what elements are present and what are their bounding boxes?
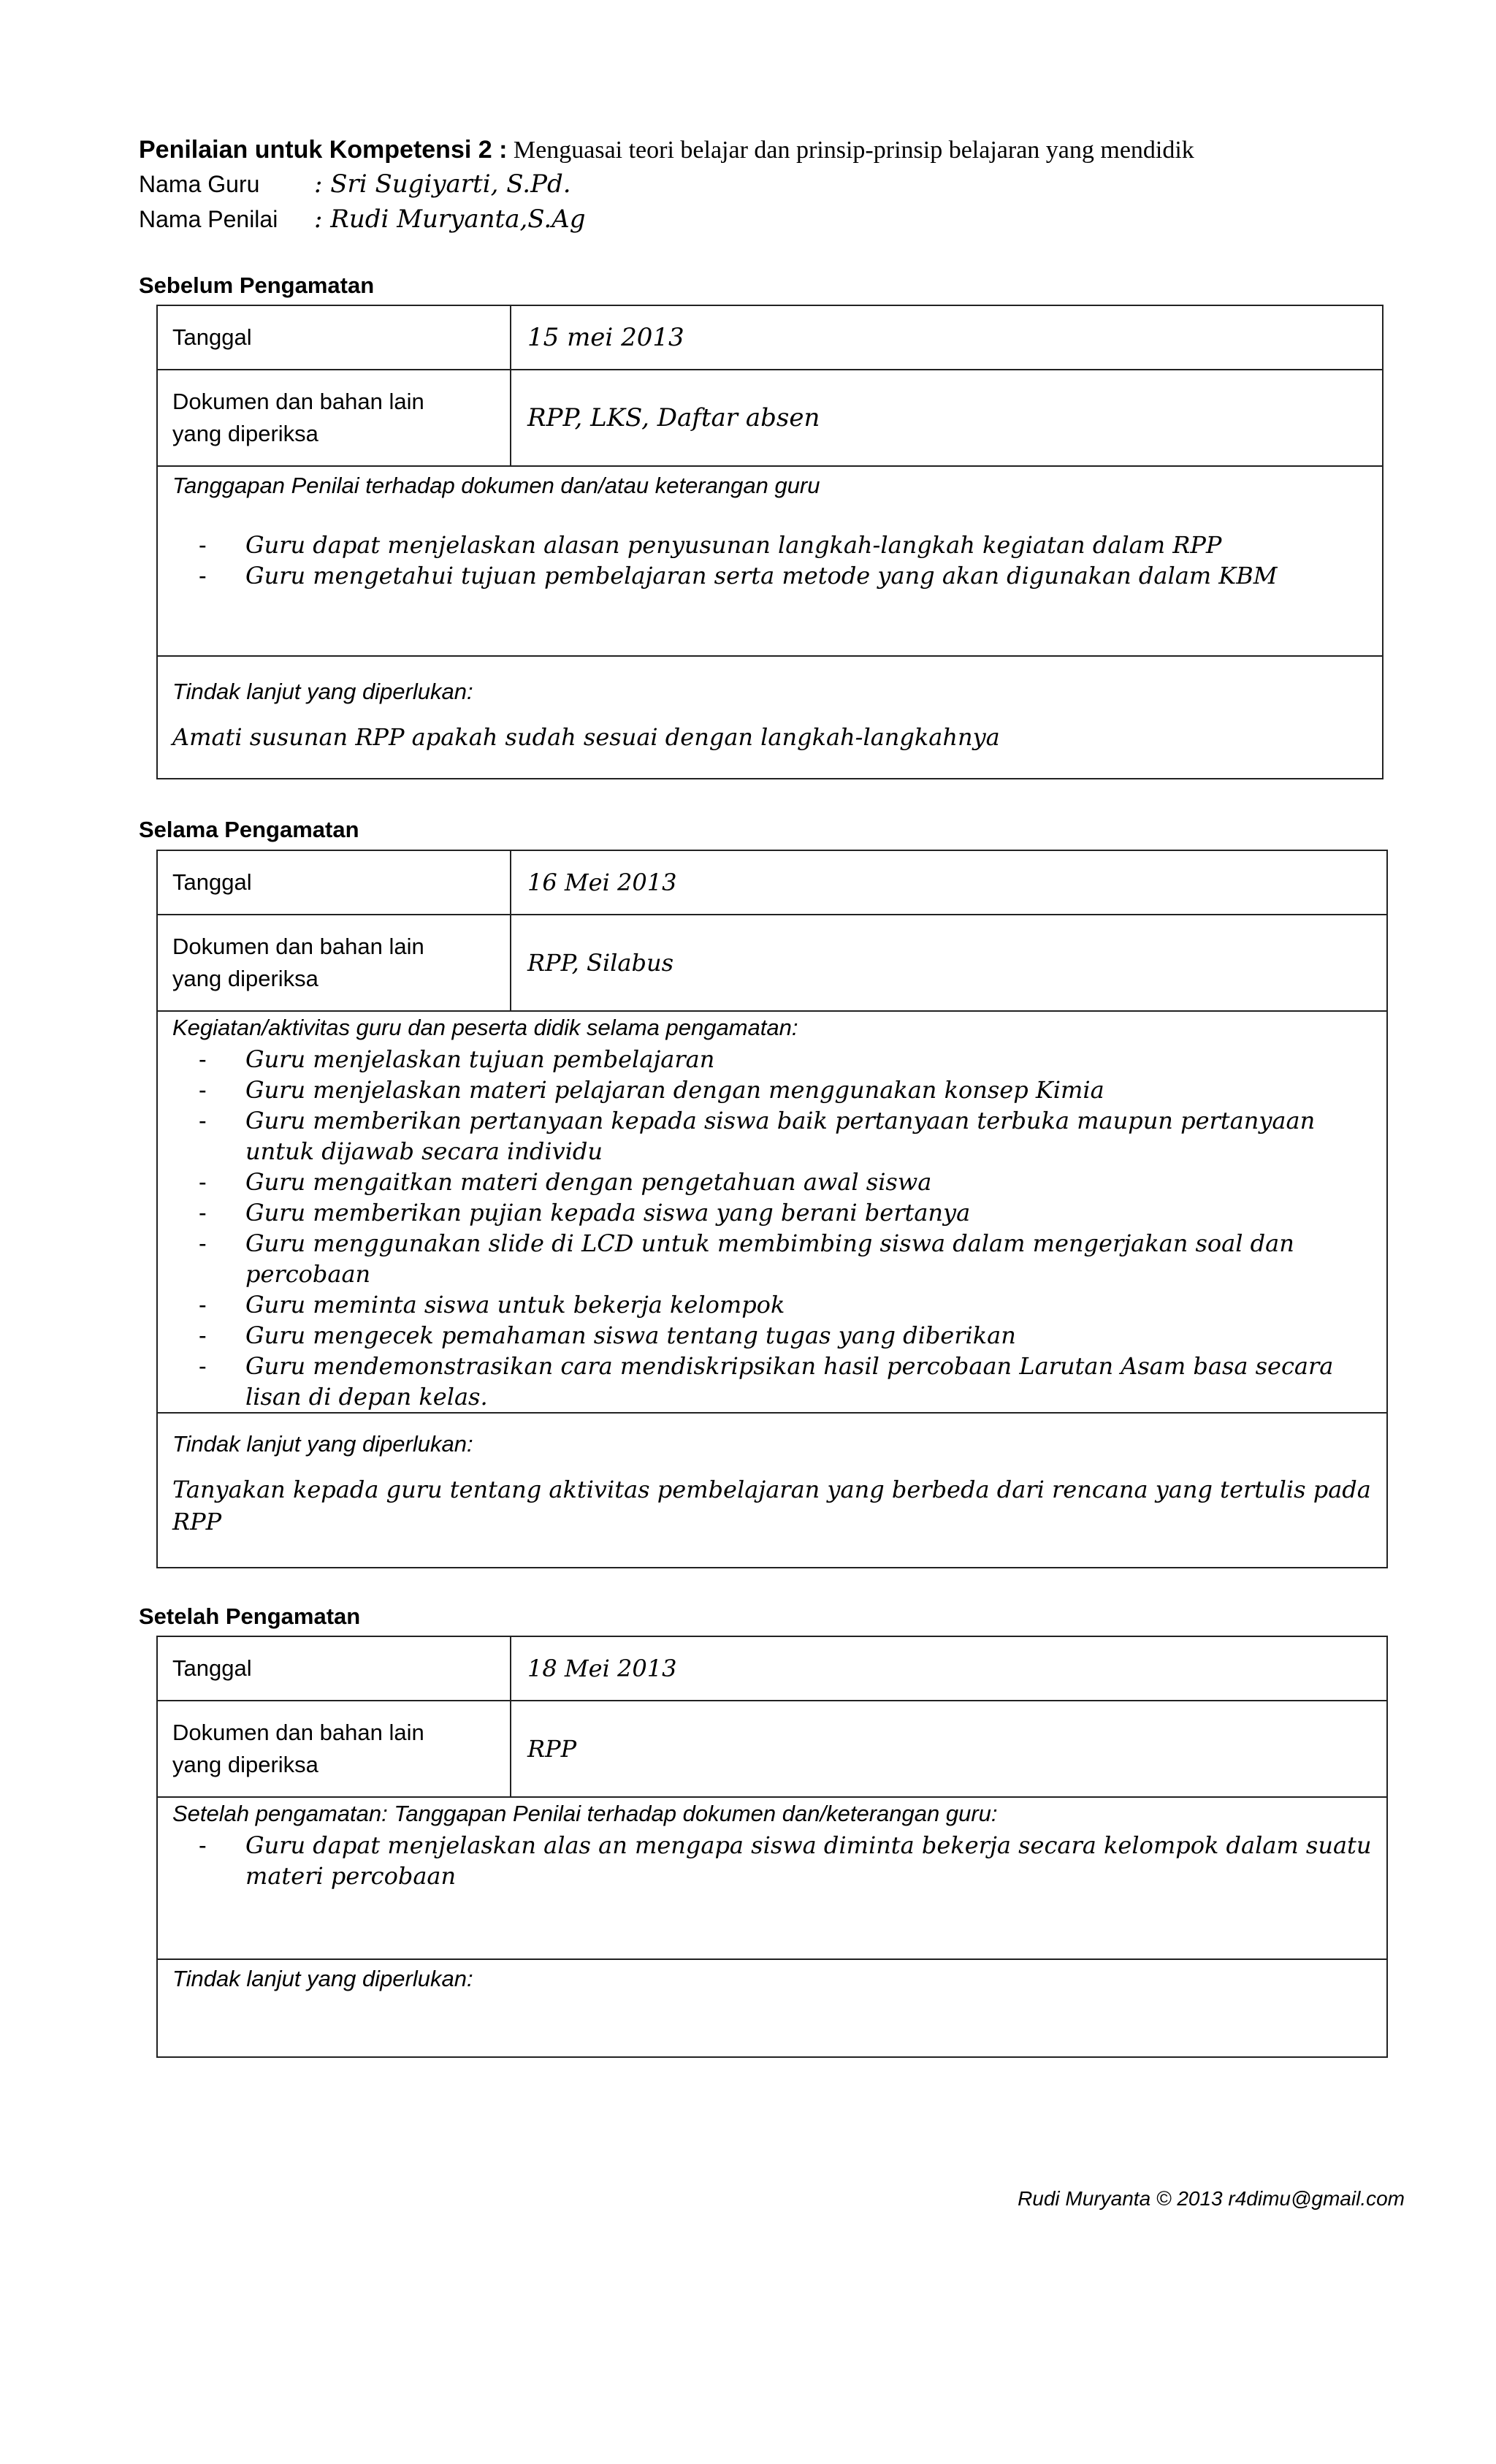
row-tindak-lanjut [158, 1960, 1386, 2059]
nama-penilai-value: : Rudi Muryanta,S.Ag [314, 205, 586, 234]
dokumen-label [158, 370, 511, 465]
tanggapan-list [172, 1830, 1372, 1891]
table-sebelum [156, 305, 1384, 779]
tanggapan-label: Setelah pengamatan: Tanggapan Penilai terhadap dokumen dan/keterangan guru: [172, 1801, 998, 1826]
list-item: - Guru memberikan pujian kepada siswa yang berani bertanya [245, 1197, 1372, 1228]
list-item: - Guru menjelaskan tujuan pembelajaran [245, 1044, 1372, 1075]
tanggal-value: 18 Mei 2013 [527, 1655, 677, 1682]
tindak-label: Tindak lanjut yang diperlukan: [172, 679, 473, 704]
dokumen-label-line2: yang diperiksa [172, 966, 318, 991]
kegiatan-list [172, 1044, 1372, 1412]
nama-penilai-label: Nama Penilai [139, 206, 278, 232]
title-text: Menguasai teori belajar dan prinsip-prinsip belajaran yang mendidik [507, 137, 1194, 164]
footer-credit: Rudi Muryanta © 2013 r4dimu@gmail.com [1018, 2187, 1405, 2210]
list-item: - Guru meminta siswa untuk bekerja kelompok [245, 1289, 1372, 1320]
tanggal-label: Tanggal [158, 851, 511, 914]
dokumen-value: RPP, LKS, Daftar absen [527, 403, 820, 432]
tanggapan-label: Tanggapan Penilai terhadap dokumen dan/atau keterangan guru [172, 473, 820, 498]
tindak-value: Amati susunan RPP apakah sudah sesuai dengan langkah-langkahnya [172, 723, 1000, 751]
dokumen-label [158, 915, 511, 1010]
tanggal-label: Tanggal [158, 306, 511, 369]
row-kegiatan [158, 1012, 1386, 1414]
dokumen-label-line2: yang diperiksa [172, 421, 318, 446]
kegiatan-label: Kegiatan/aktivitas guru dan peserta didik selama pengamatan: [172, 1015, 798, 1040]
tanggal-value: 16 Mei 2013 [527, 869, 677, 896]
dokumen-value: RPP [527, 1735, 577, 1763]
dokumen-label-line1: Dokumen dan bahan lain [172, 389, 424, 414]
section-heading-sebelum: Sebelum Pengamatan [139, 272, 375, 298]
tindak-value: Tanyakan kepada guru tentang aktivitas pembelajaran yang berbeda dari rencana yang tertulis pada RPP [172, 1476, 1371, 1536]
list-item: - Guru mengaitkan materi dengan pengetahuan awal siswa [245, 1167, 1372, 1197]
list-item: - Guru dapat menjelaskan alasan penyusunan langkah-langkah kegiatan dalam RPP [245, 530, 1367, 560]
list-item: - Guru dapat menjelaskan alas an mengapa siswa diminta bekerja secara kelompok dalam suatu materi percobaan [245, 1830, 1372, 1891]
row-dokumen [158, 370, 1382, 467]
nama-guru-label: Nama Guru [139, 171, 260, 197]
list-item: - Guru mendemonstrasikan cara mendiskripsikan hasil percobaan Larutan Asam basa secara lisan di depan kelas. [245, 1351, 1372, 1412]
tanggal-label: Tanggal [158, 1637, 511, 1700]
row-dokumen [158, 1701, 1386, 1798]
dokumen-label-line1: Dokumen dan bahan lain [172, 934, 424, 959]
dokumen-value: RPP, Silabus [527, 949, 673, 977]
section-heading-selama: Selama Pengamatan [139, 817, 359, 842]
dokumen-label [158, 1701, 511, 1796]
table-selama [156, 850, 1388, 1568]
tindak-label: Tindak lanjut yang diperlukan: [172, 1966, 473, 1991]
table-setelah [156, 1636, 1388, 2058]
list-item: - Guru menggunakan slide di LCD untuk membimbing siswa dalam mengerjakan soal dan percobaan [245, 1228, 1372, 1289]
dokumen-label-line2: yang diperiksa [172, 1752, 318, 1777]
row-tindak-lanjut [158, 657, 1382, 781]
tanggapan-list [172, 530, 1367, 591]
row-tanggal [158, 851, 1386, 915]
list-item: - Guru mengecek pemahaman siswa tentang tugas yang diberikan [245, 1320, 1372, 1351]
row-tanggal [158, 306, 1382, 370]
list-item: - Guru menjelaskan materi pelajaran dengan menggunakan konsep Kimia [245, 1075, 1372, 1105]
section-heading-setelah: Setelah Pengamatan [139, 1603, 361, 1629]
nama-guru-line [139, 169, 571, 199]
list-item: - Guru memberikan pertanyaan kepada siswa baik pertanyaan terbuka maupun pertanyaan untuk dijawab secara individu [245, 1105, 1372, 1167]
tindak-label: Tindak lanjut yang diperlukan: [172, 1431, 473, 1457]
dokumen-label-line1: Dokumen dan bahan lain [172, 1720, 424, 1745]
row-dokumen [158, 915, 1386, 1012]
nama-guru-value: : Sri Sugiyarti, S.Pd. [314, 169, 571, 199]
tanggal-value: 15 mei 2013 [527, 323, 684, 352]
nama-penilai-line [139, 205, 586, 234]
row-tanggal [158, 1637, 1386, 1701]
page-title [139, 136, 1194, 164]
row-tindak-lanjut [158, 1414, 1386, 1570]
title-bold: Penilaian untuk Kompetensi 2 : [139, 136, 508, 164]
list-item: - Guru mengetahui tujuan pembelajaran serta metode yang akan digunakan dalam KBM [245, 560, 1367, 591]
row-tanggapan [158, 467, 1382, 657]
row-tanggapan [158, 1798, 1386, 1960]
